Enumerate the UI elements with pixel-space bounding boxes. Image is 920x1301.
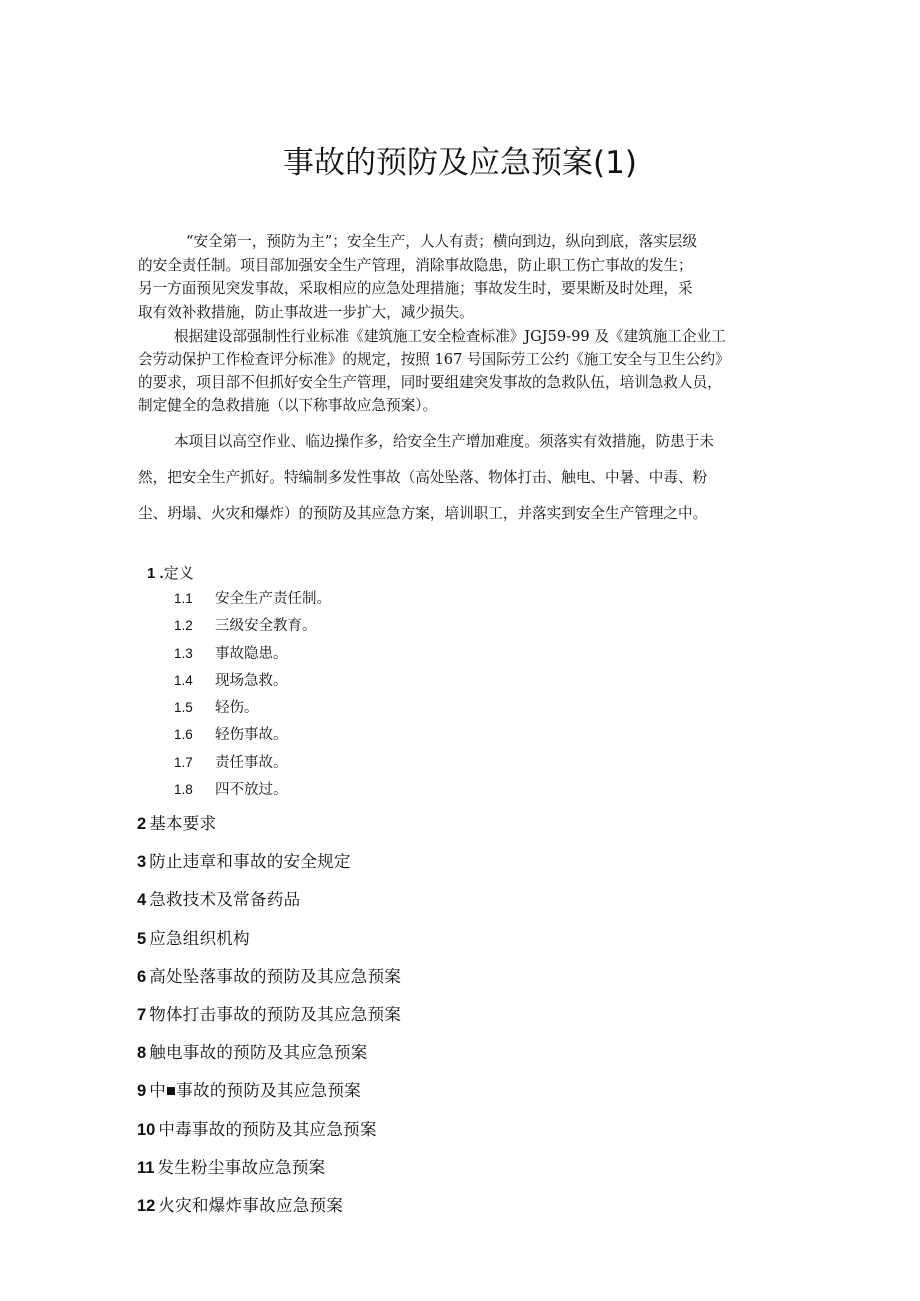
definition-number: 1.4: [174, 672, 193, 688]
section-title: 火灾和爆炸事故应急预案: [158, 1196, 344, 1215]
paragraph-line: 的安全责任制。项目部加强安全生产管理，消除事故隐患，防止职工伤亡事故的发生；: [138, 256, 693, 274]
section-1-number: 1 .: [147, 565, 164, 582]
section-title: 发生粉尘事故应急预案: [157, 1158, 326, 1177]
definition-number: 1.2: [174, 618, 193, 634]
section-number: 8: [137, 1044, 147, 1063]
definition-number: 1.1: [174, 591, 193, 606]
section-heading: [137, 965, 401, 1003]
section-number: 9: [137, 1082, 147, 1101]
section-heading: [137, 888, 401, 926]
paragraph-line: 然，把安全生产抓好。特编制多发性事故（高处坠落、物体打击、触电、中暑、中毒、粉: [138, 469, 708, 486]
section-number: 11: [137, 1158, 155, 1177]
section-heading: [137, 1041, 401, 1079]
definition-text: 轻伤。: [215, 700, 259, 717]
section-title: 应急组织机构: [149, 929, 250, 948]
definition-text: 四不放过。: [215, 782, 288, 799]
paragraph-line: 尘、坍塌、火灾和爆炸）的预防及其应急方案，培训职工，并落实到安全生产管理之中。: [138, 505, 708, 522]
paragraph-line: “安全第一，预防为主”；安全生产，人人有责；横向到边，纵向到底，落实层级: [186, 233, 698, 250]
section-1-label: 定义: [163, 564, 194, 582]
definition-item: [174, 751, 331, 778]
section-title: 中毒事故的预防及其应急预案: [158, 1120, 377, 1139]
section-number: 6: [137, 967, 147, 986]
definition-item: [174, 696, 331, 723]
section-heading: [137, 1194, 401, 1232]
paragraph-1: [138, 230, 818, 325]
section-title: 高处坠落事故的预防及其应急预案: [149, 967, 402, 986]
section-title: 急救技术及常备药品: [149, 891, 301, 910]
definition-text: 安全生产责任制。: [215, 591, 331, 607]
definition-item: [174, 614, 331, 641]
definition-number: 1.7: [174, 754, 193, 770]
section-heading: [137, 850, 401, 888]
definition-text: 三级安全教育。: [215, 618, 317, 635]
definition-text: 现场急救。: [215, 672, 288, 689]
section-number: 5: [137, 929, 147, 948]
definition-item: [174, 723, 331, 750]
definition-text: 责任事故。: [215, 754, 288, 771]
section-title: 基本要求: [149, 815, 217, 833]
definition-text: 事故隐患。: [215, 645, 288, 662]
section-heading: [137, 927, 401, 965]
paragraph-line: 会劳动保护工作检查评分标准》的规定，按照 167 号国际劳工公约《施工安全与卫生公约》: [138, 351, 730, 368]
definition-number: 1.3: [174, 645, 193, 661]
section-heading: [137, 1156, 401, 1194]
paragraph-line: 根据建设部强制性行业标准《建筑施工安全检查标准》JGJ59-99 及《建筑施工企业工: [174, 328, 726, 345]
definition-text: 轻伤事故。: [215, 727, 288, 744]
section-number: 2: [137, 815, 147, 833]
definition-item: [174, 587, 331, 614]
document-title: 事故的预防及应急预案(1): [283, 145, 637, 181]
section-number: 10: [137, 1120, 156, 1139]
paragraph-3: [138, 424, 818, 532]
section-heading: [137, 1003, 401, 1041]
section-title: 中■事故的预防及其应急预案: [149, 1082, 362, 1101]
section-number: 4: [137, 891, 147, 910]
paragraph-2: [138, 325, 818, 417]
definition-item: [174, 669, 331, 696]
section-heading: [137, 812, 401, 850]
definition-number: 1.5: [174, 700, 193, 716]
section-1-heading: [147, 562, 194, 585]
paragraph-line: 本项目以高空作业、临边操作多，给安全生产增加难度。须落实有效措施，防患于未: [174, 433, 714, 450]
definition-number: 1.8: [174, 782, 193, 798]
section-heading: [137, 1079, 401, 1117]
definition-list: [174, 587, 331, 805]
paragraph-line: 制定健全的急救措施（以下称事故应急预案）。: [138, 397, 438, 414]
section-title: 触电事故的预防及其应急预案: [149, 1044, 368, 1063]
section-title: 物体打击事故的预防及其应急预案: [149, 1005, 402, 1024]
definition-number: 1.6: [174, 727, 193, 743]
section-heading: [137, 1118, 401, 1156]
section-heading-list: [137, 812, 401, 1232]
section-number: 12: [137, 1196, 156, 1215]
section-number: 3: [137, 853, 147, 872]
definition-item: [174, 778, 331, 805]
section-number: 7: [137, 1005, 147, 1024]
paragraph-line: 的要求，项目部不但抓好安全生产管理，同时要组建突发事故的急救队伍，培训急救人员，: [138, 374, 722, 391]
definition-item: [174, 642, 331, 669]
paragraph-line: 取有效补救措施，防止事故进一步扩大，减少损失。: [138, 304, 474, 322]
paragraph-line: 另一方面预见突发事故，采取相应的应急处理措施；事故发生时，要果断及时处理，采: [138, 280, 693, 298]
section-title: 防止违章和事故的安全规定: [149, 853, 351, 872]
